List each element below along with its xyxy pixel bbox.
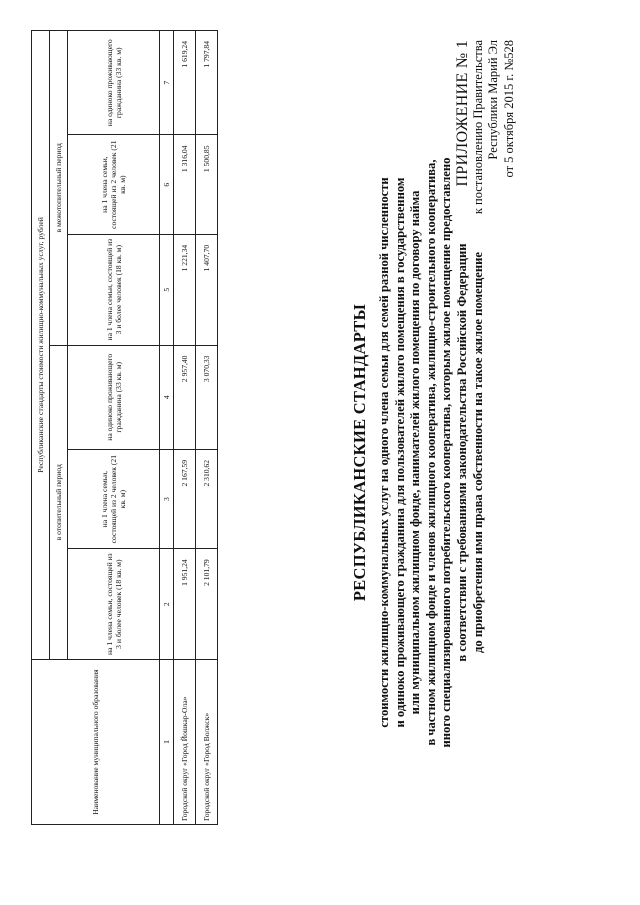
appendix-government: Республики Марий Эл (486, 40, 500, 160)
sub-header: на 1 члена семьи, состоящей из 3 и более человек (18 кв. м) (68, 549, 160, 660)
subtitle-line: стоимости жилищно-коммунальных услуг на одного члена семьи для семей разной численности (377, 177, 391, 728)
subtitle-line: иного специализированного потребительского кооператива, которым жилое помещение предоставлено (439, 157, 454, 748)
municipality-name: Городской округ «Город Йошкар-Ола» (174, 660, 196, 825)
value-cell: 1 221,34 (174, 234, 196, 345)
value-cell: 3 070,33 (196, 345, 218, 449)
value-cell: 1 407,70 (196, 234, 218, 345)
value-cell: 1 619,24 (174, 31, 196, 135)
col-header-group: Республиканские стандарты стоимости жилищно-коммунальных услуг, рублей (32, 31, 50, 660)
value-cell: 1 316,04 (174, 135, 196, 234)
subtitle-line: в соответствии с требованиями законодательства Российской Федерации (454, 243, 469, 662)
col-number: 2 (160, 549, 174, 660)
col-number: 5 (160, 234, 174, 345)
col-number: 1 (160, 660, 174, 825)
appendix-number: ПРИЛОЖЕНИЕ № 1 (454, 40, 471, 187)
col-number: 4 (160, 345, 174, 449)
value-cell: 1 951,24 (174, 549, 196, 660)
sub-header: на 1 члена семьи, состоящей из 2 человек (21 кв. м) (68, 135, 160, 234)
col-number: 6 (160, 135, 174, 234)
sub-header: на одиноко проживающего гражданина (33 кв. м) (68, 31, 160, 135)
appendix-resolution-ref: к постановлению Правительства (470, 40, 485, 215)
standards-table (31, 30, 218, 825)
subtitle-line: и одиноко проживающего гражданина для пользователей жилого помещения в государственном (392, 177, 407, 728)
value-cell: 1 797,84 (196, 31, 218, 135)
col-header-nonheating: в межотопительный период (50, 31, 68, 346)
subtitle-line: или муниципальном жилищном фонде, нанимателей жилого помещения по договору найма (408, 190, 423, 715)
value-cell: 2 957,40 (174, 345, 196, 449)
sub-header: на 1 члена семьи, состоящей из 3 и более человек (18 кв. м) (68, 234, 160, 345)
subtitle-line: в частном жилищном фонде и членов жилищного кооператива, жилищно-строительного кооператива, (423, 159, 438, 746)
municipality-name: Городской округ «Город Волжск» (196, 660, 218, 825)
col-number: 3 (160, 449, 174, 548)
col-header-municipality: Наименование муниципального образования (32, 660, 160, 825)
table-row (174, 31, 196, 825)
sub-header: на 1 члена семьи, состоящей из 2 человек (21 кв. м) (68, 449, 160, 548)
value-cell: 1 500,85 (196, 135, 218, 234)
col-header-heating: в отопительный период (50, 345, 68, 659)
value-cell: 2 167,59 (174, 449, 196, 548)
document-subtitle (377, 0, 486, 905)
sub-header: на одиноко проживающего гражданина (33 кв. м) (68, 345, 160, 449)
col-number: 7 (160, 31, 174, 135)
value-cell: 2 101,79 (196, 549, 218, 660)
document-title: РЕСПУБЛИКАНСКИЕ СТАНДАРТЫ (350, 303, 369, 602)
value-cell: 2 310,62 (196, 449, 218, 548)
table-row (196, 31, 218, 825)
appendix-date: от 5 октября 2015 г. №528 (501, 40, 516, 178)
subtitle-line: до приобретения ими права собственности на такое жилое помещение (470, 252, 485, 653)
